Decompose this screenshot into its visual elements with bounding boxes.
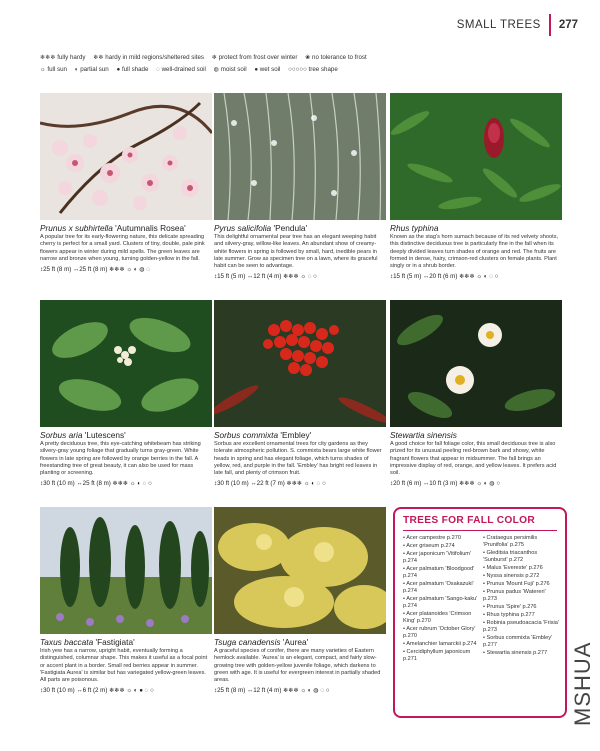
tsuga-photo	[214, 507, 386, 634]
plant-description: A good choice for fall foliage color, this small deciduous tree is also prized for its unusual peeling red-brown bark and showy, white fragrant flowers that appear in midsummer. The fall brings an impressive display of red, orange, and yellow leaves. It prefers acid soil.	[390, 441, 557, 477]
rhus-photo	[390, 93, 562, 220]
panel-column-left	[403, 535, 479, 664]
legend-no-frost: ❀ no tolerance to frost	[305, 54, 367, 61]
plant-specs: ↕30 ft (10 m) ↔22 ft (7 m) ❄❄❄ ☼ ◐ ◌ ○	[214, 480, 326, 488]
sorbus-commixta-photo	[214, 300, 386, 427]
prunus-photo	[40, 93, 212, 220]
plant-description: A pretty deciduous tree, this eye-catching whitebeam has striking silvery-gray young foliage that gradually turns gray-green. White flowers in late spring are followed by orange berries in the fall. A freestanding tree of great beauty, it can also be used for mass planting or screening.	[40, 441, 201, 477]
plant-card-tsuga	[214, 507, 386, 694]
legend-hardy-mild: ❄❄ hardy in mild regions/sheltered sites	[93, 54, 205, 61]
stewartia-photo	[390, 300, 562, 427]
plant-name: Prunus x subhirtella 'Autumnalis Rosea'	[40, 223, 186, 233]
legend-tree-shape: ○○○○○ tree shape	[288, 66, 338, 73]
plant-card-rhus	[390, 93, 562, 280]
legend-partial-sun: ◐ partial sun	[74, 66, 109, 73]
list-item: • Acer platanoides 'Crimson King' p.270	[403, 611, 472, 624]
list-item: • Cercidiphyllum japonicum p.271	[403, 649, 471, 662]
legend-line-2	[40, 66, 580, 73]
list-item: • Sorbus commixta 'Embley' p.277	[483, 635, 553, 648]
plant-card-sorbus-aria	[40, 300, 212, 487]
list-item: • Stewartia sinensis p.277	[483, 650, 548, 656]
header-divider	[549, 14, 551, 36]
list-item: • Malus 'Evereste' p.276	[483, 565, 543, 571]
list-item: • Acer palmatum 'Osakazuki' p.274	[403, 581, 474, 594]
plant-description: Irish yew has a narrow, upright habit, eventually forming a distinguished, columnar shape. This makes it useful as a focal point or accent plant in a border. Small red berries appear in summer. 'Fastigiata Aurea' is similar but has variegated yellow-green leaves. All parts are poisonous.	[40, 648, 208, 684]
plant-card-sorbus-commixta	[214, 300, 386, 487]
fall-color-panel	[393, 507, 567, 718]
plant-specs: ↕15 ft (5 m) ↔12 ft (4 m) ❄❄❄ ☼ ◌ ○	[214, 273, 317, 281]
list-item: • Rhus typhina p.277	[483, 612, 535, 618]
plant-name: Sorbus commixta 'Embley'	[214, 430, 312, 440]
list-item: • Crataegus persimilis 'Prunifolia' p.275	[483, 535, 538, 548]
plant-card-taxus	[40, 507, 212, 694]
list-item: • Acer rubrum 'October Glory' p.270	[403, 626, 476, 639]
list-item: • Acer campestre p.270	[403, 535, 461, 541]
list-item: • Gleditsia triacanthos 'Sunburst' p.272	[483, 550, 538, 563]
plant-description: A popular tree for its early-flowering nature, this delicate spreading cherry is perfect for a small yard. Clusters of tiny, double, pale pink flowers appear in winter during mild spells. The green leaves are narrow and bronze when young, turning golden-yellow in the fall.	[40, 234, 205, 262]
plant-specs: ↕30 ft (10 m) ↔25 ft (8 m) ❄❄❄ ☼ ◐ ◌ ○	[40, 480, 152, 488]
plant-card-pyrus	[214, 93, 386, 280]
section-title: SMALL TREES	[456, 19, 541, 31]
plant-name: Rhus typhina	[390, 223, 439, 233]
plant-name: Sorbus aria 'Lutescens'	[40, 430, 126, 440]
plant-specs: ↕15 ft (5 m) ↔20 ft (6 m) ❄❄❄ ☼ ◐ ◌ ○	[390, 273, 499, 281]
legend-full-shade: ● full shade	[116, 66, 149, 73]
watermark-logo	[560, 628, 600, 728]
page-number: 277	[558, 19, 578, 31]
panel-rule	[403, 530, 557, 531]
legend-wet-soil: ● wet soil	[254, 66, 281, 73]
plant-card-prunus	[40, 93, 212, 273]
plant-description: Sorbus are excellent ornamental trees for city gardens as they tolerate atmospheric pollution. S. commixta bears large white flower heads in spring and has elegant foliage, which turns shades of yellow, red, and purple in the fall. 'Embley' has bright red leaves in late fall, and plenty of crimson fruit.	[214, 441, 382, 477]
list-item: • Prunus padus 'Watereri' p.273	[483, 589, 546, 602]
watermark-text: MSHUA	[570, 641, 595, 726]
list-item: • Nyssa sinensis p.272	[483, 573, 540, 579]
panel-column-right	[483, 535, 559, 664]
page-header	[457, 14, 578, 36]
list-item: • Acer palmatum 'Bloodgood' p.274	[403, 566, 475, 579]
plant-description: A graceful species of conifer, there are many varieties of Eastern hemlock available. 'Aurea' is an elegant, compact, and fairly slow-growing tree with golden-yellow juvenile foliage, which darkens to green with age. It is useful for evergreen interest in partially shaded areas.	[214, 648, 381, 684]
legend-line-1	[40, 54, 580, 61]
sorbus-aria-photo	[40, 300, 212, 427]
list-item: • Prunus 'Mount Fuji' p.276	[483, 581, 550, 587]
list-item: • Robinia pseudoacacia 'Frisia' p.273	[483, 620, 559, 633]
plant-description: Known as the stag's horn sumach because of its red velvety shoots, this distinctive deciduous tree is particularly fine in the fall when its deeply divided leaves turn shades of orange and red. The fruits are formed in dense, hairy, crimson-red clusters on female plants. Plant singly or in a shrub border.	[390, 234, 559, 270]
list-item: • Acer palmatum 'Sango-kaku' p.274	[403, 596, 478, 609]
list-item: • Acer griseum p.274	[403, 543, 455, 549]
legend-fully-hardy: ❄❄❄ fully hardy	[40, 54, 86, 61]
list-item: • Prunus 'Spire' p.276	[483, 604, 537, 610]
plant-description: This delightful ornamental pear tree has an elegant weeping habit and silvery-gray, willow-like leaves. An abundant show of creamy-white flowers in spring is followed by small, hard, inedible pears in late summer. Grow as specimen tree on a lawn, where its graceful habit can be seen to advantage.	[214, 234, 378, 270]
taxus-photo	[40, 507, 212, 634]
plant-name: Pyrus salicifolia 'Pendula'	[214, 223, 308, 233]
plant-name: Taxus baccata 'Fastigiata'	[40, 637, 135, 647]
list-item: • Acer japonicum 'Vitifolium' p.274	[403, 551, 472, 564]
legend-moist-soil: ◍ moist soil	[213, 66, 247, 73]
plant-card-stewartia	[390, 300, 562, 487]
plant-specs: ↕20 ft (6 m) ↔10 ft (3 m) ❄❄❄ ☼ ◐ ◍ ○	[390, 480, 501, 488]
pyrus-photo	[214, 93, 386, 220]
legend-full-sun: ☼ full sun	[40, 66, 67, 73]
legend-well-drained: ◌ well-drained soil	[156, 66, 206, 73]
plant-specs: ↕30 ft (10 m) ↔6 ft (2 m) ❄❄❄ ☼ ◐ ● ◌ ○	[40, 687, 154, 695]
plant-specs: ↕25 ft (8 m) ↔25 ft (8 m) ❄❄❄ ☼ ◐ ◍ ◌	[40, 266, 151, 274]
plant-specs: ↕25 ft (8 m) ↔12 ft (4 m) ❄❄❄ ☼ ◐ ◍ ◌ ○	[214, 687, 330, 695]
plant-name: Stewartia sinensis	[390, 430, 457, 440]
list-item: • Amelanchier lamarckii p.274	[403, 641, 477, 647]
panel-title: TREES FOR FALL COLOR	[403, 515, 536, 526]
legend-protect-frost: ❄ protect from frost over winter	[211, 54, 298, 61]
plant-name: Tsuga canadensis 'Aurea'	[214, 637, 309, 647]
